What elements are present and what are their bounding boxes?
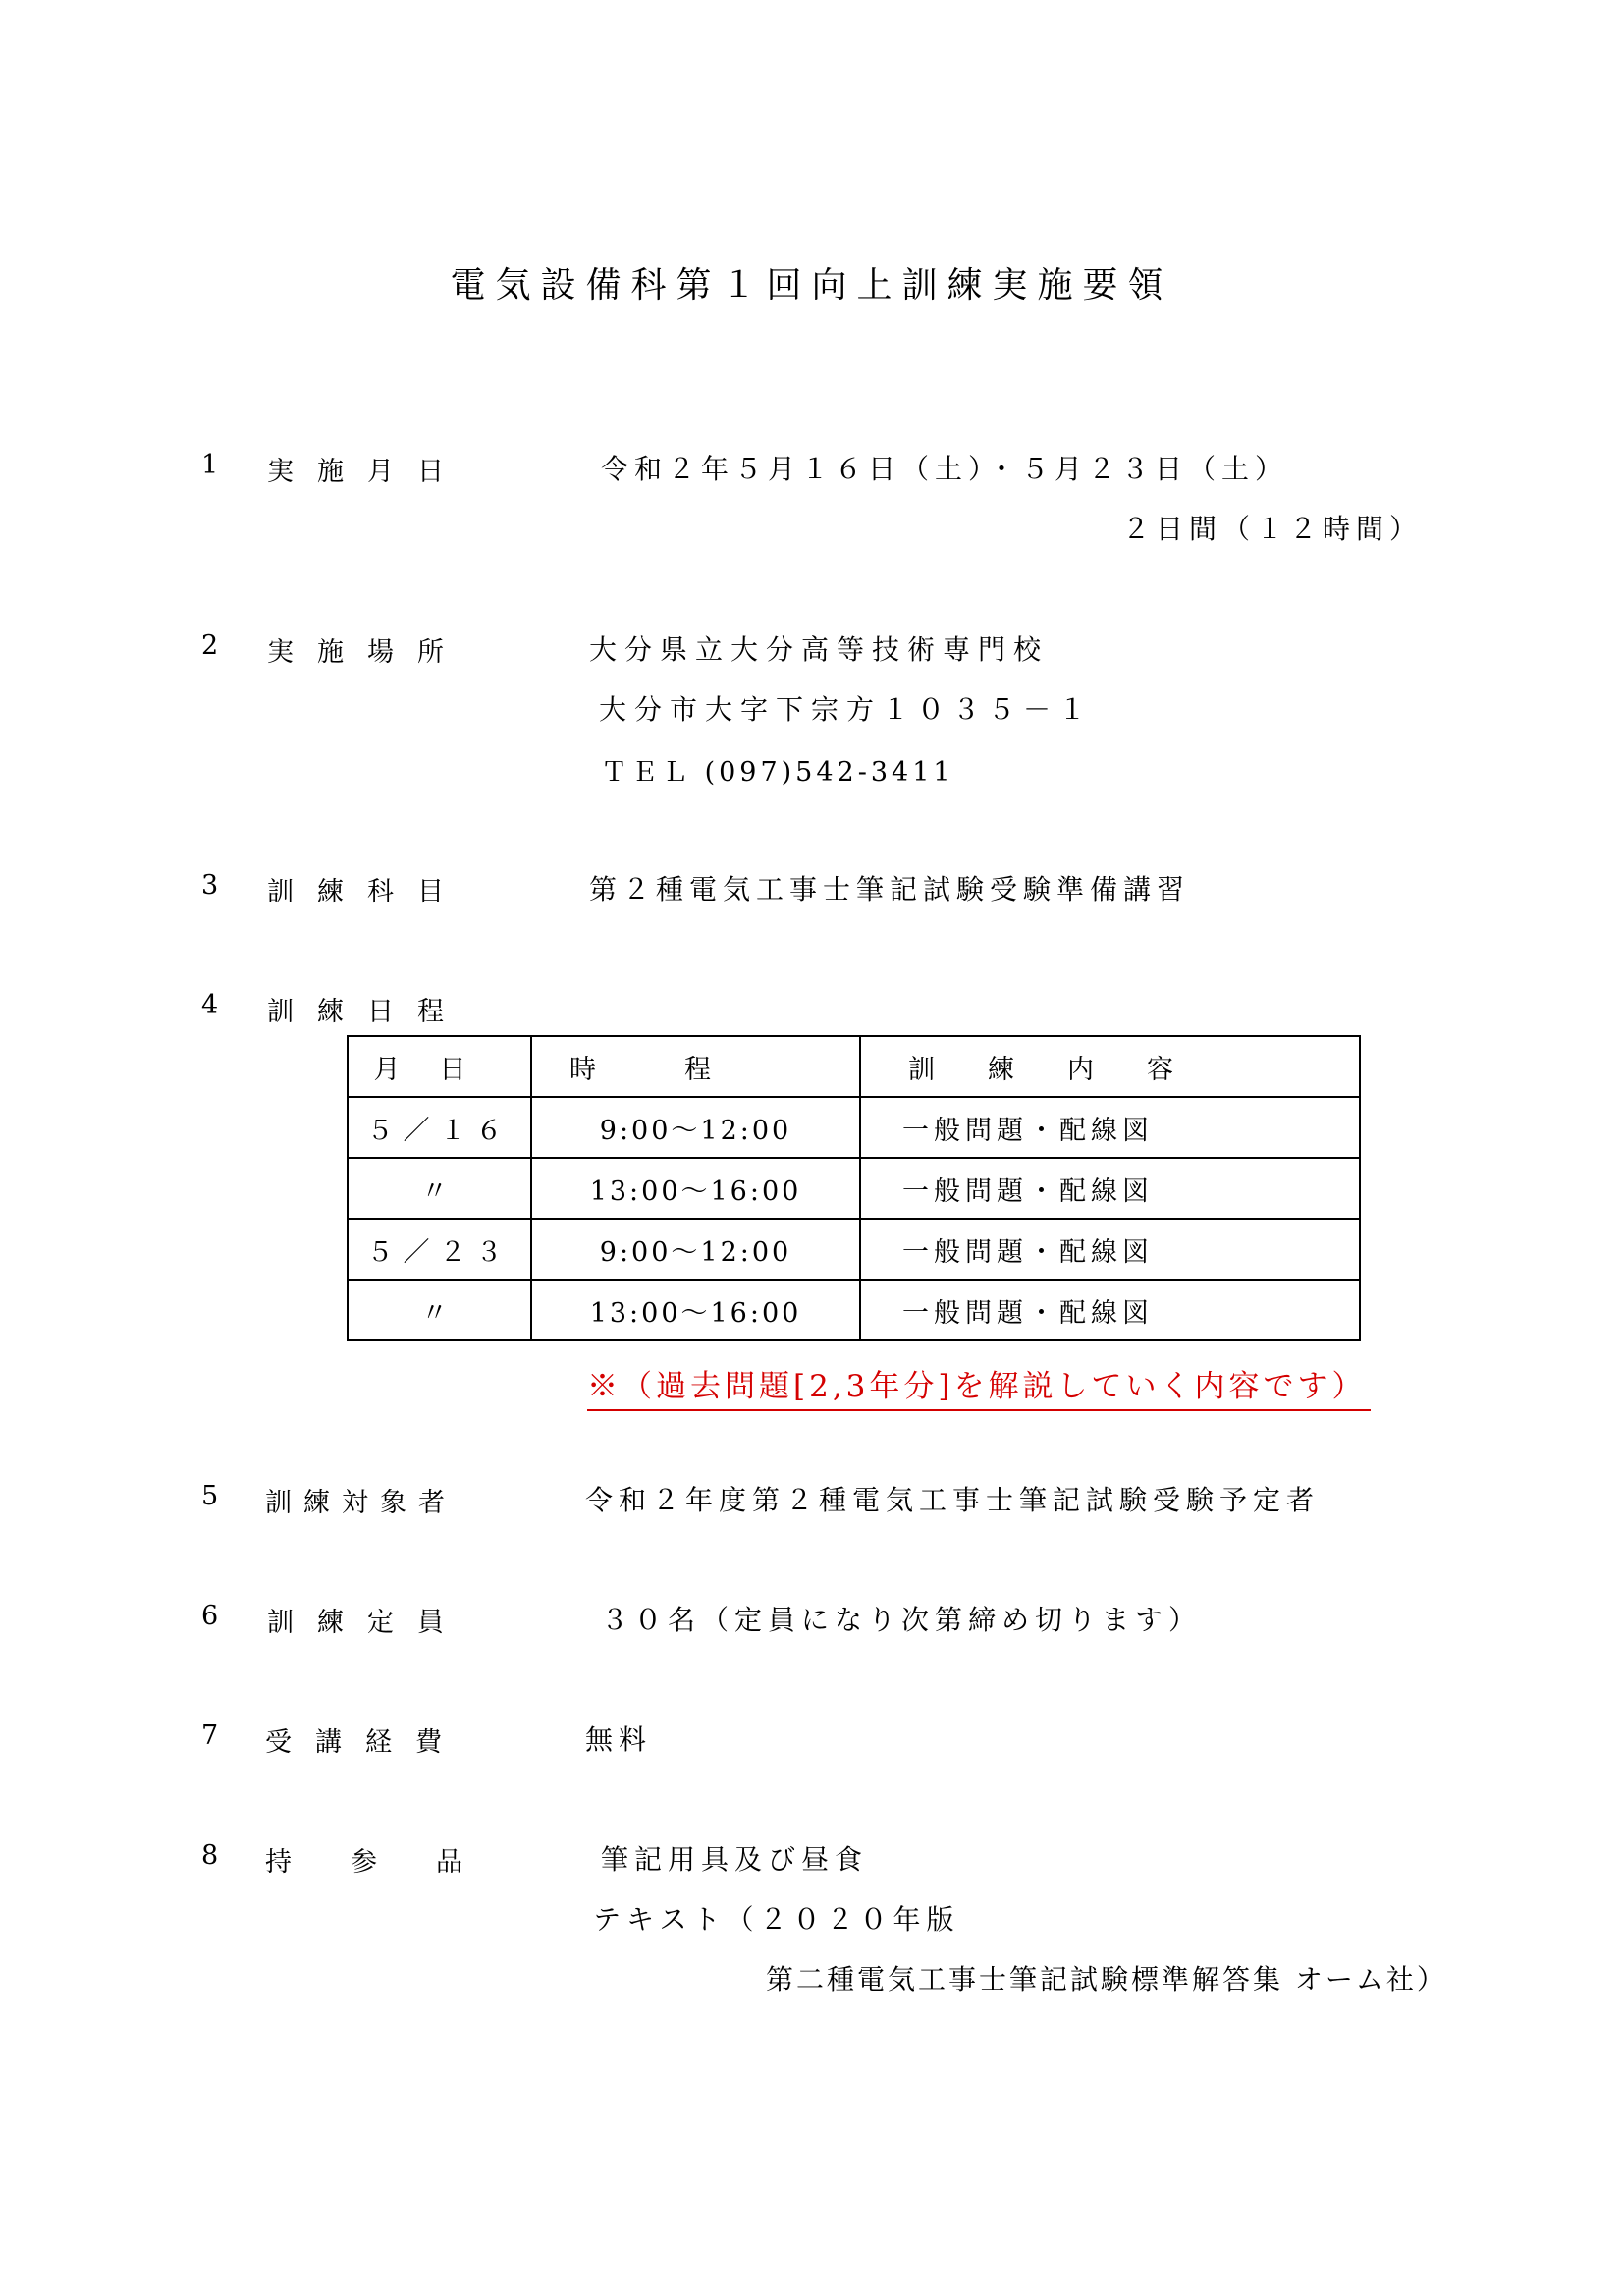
schedule-cell-time: 9:00～12:00 [531, 1219, 860, 1280]
section-3-number: 3 [201, 870, 219, 901]
table-row [348, 1280, 1360, 1340]
section-4-number: 4 [201, 990, 219, 1020]
section-3-label: 訓練科目 [267, 877, 467, 907]
section-6-number: 6 [201, 1601, 219, 1631]
section-8-item-textbook: テキスト（２０２０年版 [593, 1903, 960, 1936]
section-4-label: 訓練日程 [267, 997, 467, 1027]
schedule-cell-content: 一般問題・配線図 [860, 1219, 1360, 1280]
section-2-address: 大分市大字下宗方１０３５－１ [599, 693, 1095, 726]
schedule-cell-date: 〃 [348, 1280, 531, 1340]
document-title: 電気設備科第１回向上訓練実施要領 [450, 265, 1173, 305]
section-5-target: 令和２年度第２種電気工事士筆記試験受験予定者 [585, 1484, 1321, 1516]
schedule-cell-content: 一般問題・配線図 [860, 1280, 1360, 1340]
section-1-number: 1 [201, 450, 219, 480]
section-5-number: 5 [201, 1481, 219, 1511]
section-2-phone: ＴＥＬ (097)542-3411 [601, 757, 954, 788]
schedule-cell-date: ５／２３ [348, 1219, 531, 1280]
schedule-cell-time: 9:00～12:00 [531, 1097, 860, 1158]
section-3-course-name: 第２種電気工事士筆記試験受験準備講習 [589, 873, 1191, 905]
table-row [348, 1158, 1360, 1219]
section-8-item-supplies: 筆記用具及び昼食 [601, 1843, 869, 1876]
section-7-fee: 無料 [585, 1723, 653, 1756]
schedule-table [347, 1035, 1361, 1341]
schedule-cell-date: 〃 [348, 1158, 531, 1219]
section-7-label: 受講経費 [265, 1727, 465, 1758]
schedule-cell-content: 一般問題・配線図 [860, 1097, 1360, 1158]
section-6-label: 訓練定員 [267, 1608, 467, 1638]
schedule-header-row [348, 1036, 1360, 1097]
section-5-label: 訓練対象者 [265, 1488, 457, 1518]
schedule-cell-content: 一般問題・配線図 [860, 1158, 1360, 1219]
section-1-date: 令和２年５月１６日（土）・５月２３日（土） [601, 453, 1289, 485]
schedule-header-content: 訓練内容 [860, 1036, 1360, 1097]
schedule-note: ※（過去問題[2,3年分]を解説していく内容です） [587, 1361, 1371, 1411]
table-row [348, 1219, 1360, 1280]
section-2-label: 実施場所 [267, 637, 467, 668]
section-2-school-name: 大分県立大分高等技術専門校 [589, 633, 1050, 666]
schedule-header-date: 月日 [348, 1036, 531, 1097]
section-1-label: 実施月日 [267, 457, 467, 487]
schedule-cell-time: 13:00～16:00 [531, 1280, 860, 1340]
section-7-number: 7 [201, 1721, 219, 1751]
section-8-item-textbook-title: 第二種電気工事士筆記試験標準解答集 オーム社） [766, 1963, 1447, 1995]
schedule-cell-date: ５／１６ [348, 1097, 531, 1158]
schedule-header-time: 時程 [531, 1036, 860, 1097]
section-6-capacity: ３０名（定員になり次第締め切ります） [601, 1604, 1203, 1636]
table-row [348, 1097, 1360, 1158]
section-8-label: 持参品 [265, 1847, 521, 1878]
section-2-number: 2 [201, 630, 219, 661]
section-1-duration: ２日間（１２時間） [1122, 513, 1424, 545]
schedule-cell-time: 13:00～16:00 [531, 1158, 860, 1219]
section-8-number: 8 [201, 1840, 219, 1871]
